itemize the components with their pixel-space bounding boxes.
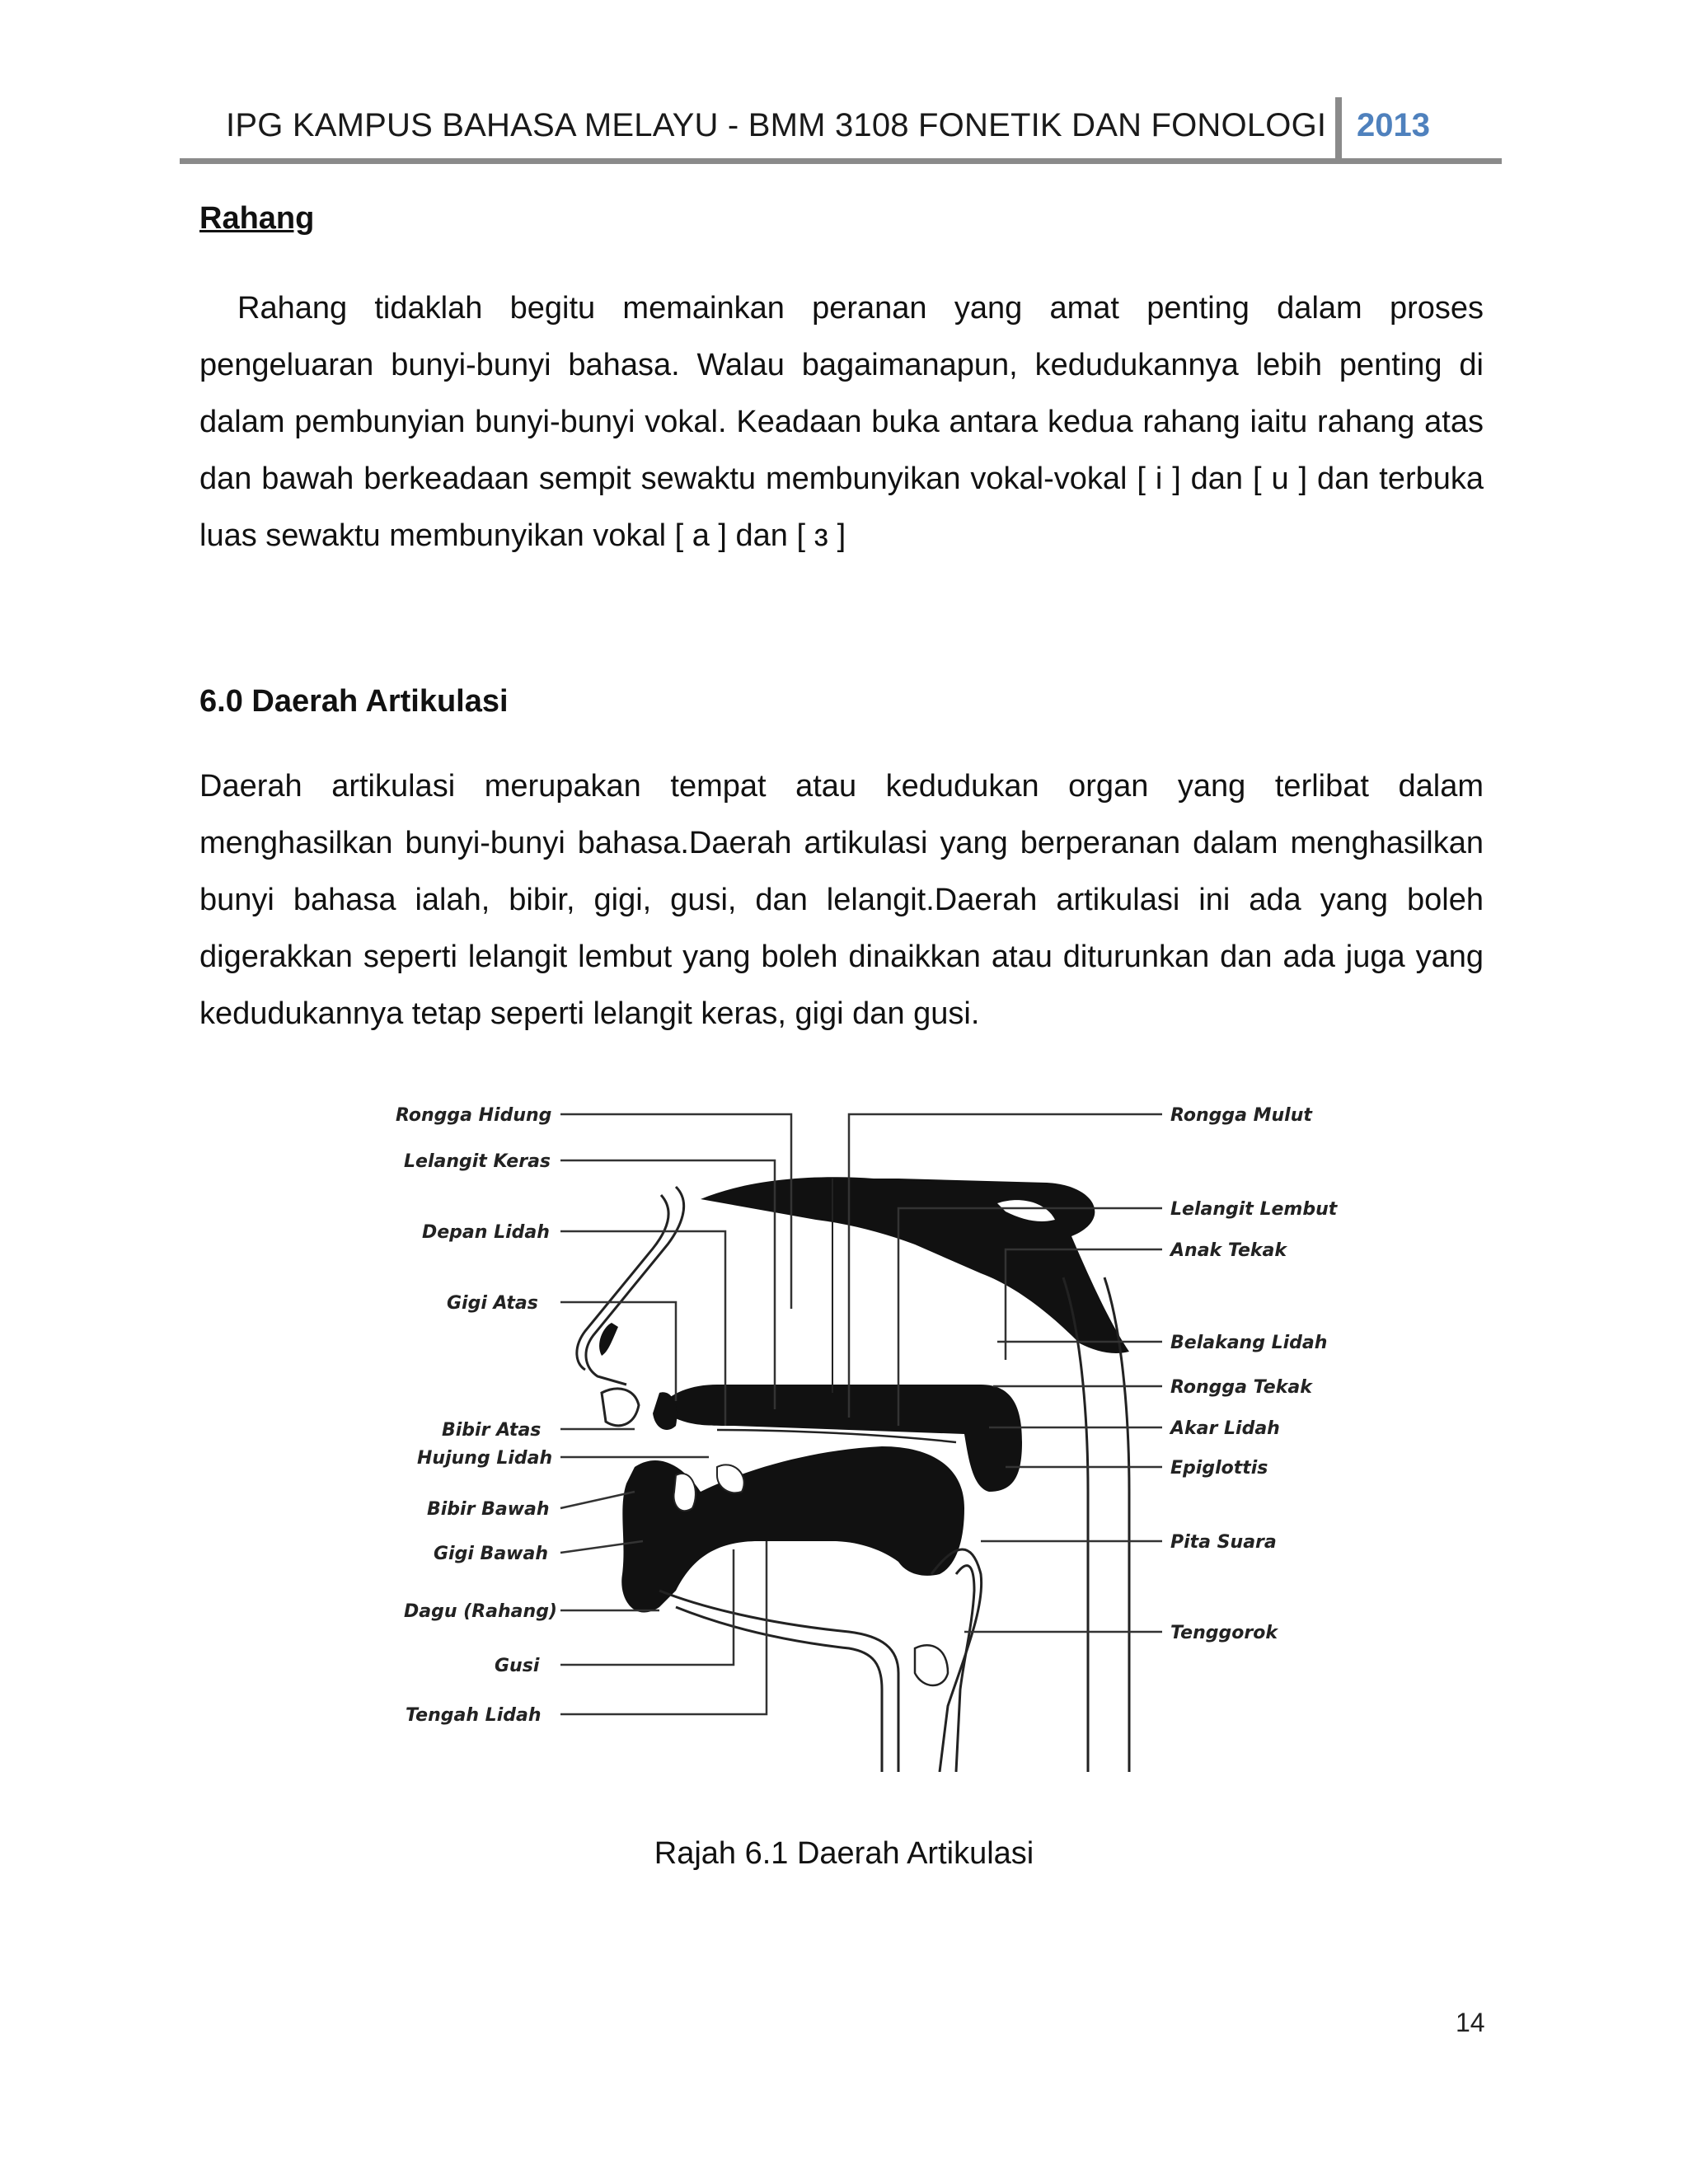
label-gusi: Gusi [495, 1656, 540, 1676]
labels-left [396, 1105, 557, 1726]
label-hujung-lidah: Hujung Lidah [417, 1448, 553, 1469]
label-rongga-tekak: Rongga Tekak [1170, 1377, 1312, 1398]
paragraph-daerah: Daerah artikulasi merupakan tempat atau kedudukan organ yang terlibat dalam menghasilkan bunyi-bunyi bahasa.Daerah artikulasi yang berperanan dalam menghasilkan bunyi bahasa ialah, bibir, gigi, gusi, dan lelangit.Daerah artikulasi ini ada yang boleh digerakkan seperti lelangit lembut yang boleh dinaikkan atau diturunkan dan ada juga yang kedudukannya tetap seperti lelangit keras, gigi dan gusi. [199, 769, 1484, 1031]
label-gigi-bawah: Gigi Bawah [434, 1544, 548, 1564]
label-dagu-rahang: Dagu (Rahang) [404, 1601, 557, 1622]
paragraph-rahang [199, 280, 1484, 565]
label-akar-lidah: Akar Lidah [1170, 1418, 1280, 1439]
label-belakang-lidah: Belakang Lidah [1170, 1333, 1328, 1353]
header-title: IPG KAMPUS BAHASA MELAYU - BMM 3108 FONETIK DAN FONOLOGI [226, 107, 1327, 143]
header-year: 2013 [1357, 107, 1430, 143]
label-lelangit-lembut: Lelangit Lembut [1170, 1199, 1338, 1220]
labels-right [1169, 1105, 1339, 1643]
anatomy-drawing [577, 1177, 1129, 1772]
articulation-diagram [387, 1080, 1343, 1772]
label-tenggorok: Tenggorok [1170, 1623, 1278, 1643]
paragraph-rahang-text: Rahang tidaklah begitu memainkan peranan yang amat penting dalam proses pengeluaran bunyi-bunyi bahasa. Walau bagaimanapun, kedudukannya lebih penting di dalam pembunyian bunyi-bunyi vokal. Keadaan buka antara kedua rahang iaitu rahang atas dan bawah berkeadaan sempit sewaktu membunyikan vokal-vokal [ i ] dan [ u ] dan terbuka luas sewaktu membunyikan vokal [ a ] dan [ ɜ ] [199, 291, 1484, 553]
section-heading-rahang: Rahang [199, 201, 315, 236]
label-bibir-atas: Bibir Atas [442, 1420, 542, 1441]
label-anak-tekak: Anak Tekak [1170, 1240, 1287, 1261]
label-gigi-atas: Gigi Atas [447, 1293, 538, 1314]
label-lelangit-keras: Lelangit Keras [404, 1151, 551, 1172]
label-pita-suara: Pita Suara [1170, 1532, 1277, 1553]
label-rongga-mulut: Rongga Mulut [1170, 1105, 1312, 1126]
label-epiglottis: Epiglottis [1170, 1458, 1268, 1479]
header-divider [1335, 97, 1342, 162]
header-rule [180, 158, 1502, 164]
articulation-diagram-svg [387, 1080, 1343, 1772]
figure-caption: Rajah 6.1 Daerah Artikulasi [654, 1836, 1034, 1871]
label-depan-lidah: Depan Lidah [422, 1222, 550, 1243]
label-bibir-bawah: Bibir Bawah [427, 1499, 550, 1520]
page-number: 14 [1456, 2008, 1485, 2037]
page-header [180, 97, 1502, 165]
label-tengah-lidah: Tengah Lidah [406, 1705, 542, 1726]
section-heading-daerah: 6.0 Daerah Artikulasi [199, 684, 509, 719]
label-rongga-hidung: Rongga Hidung [396, 1105, 552, 1126]
